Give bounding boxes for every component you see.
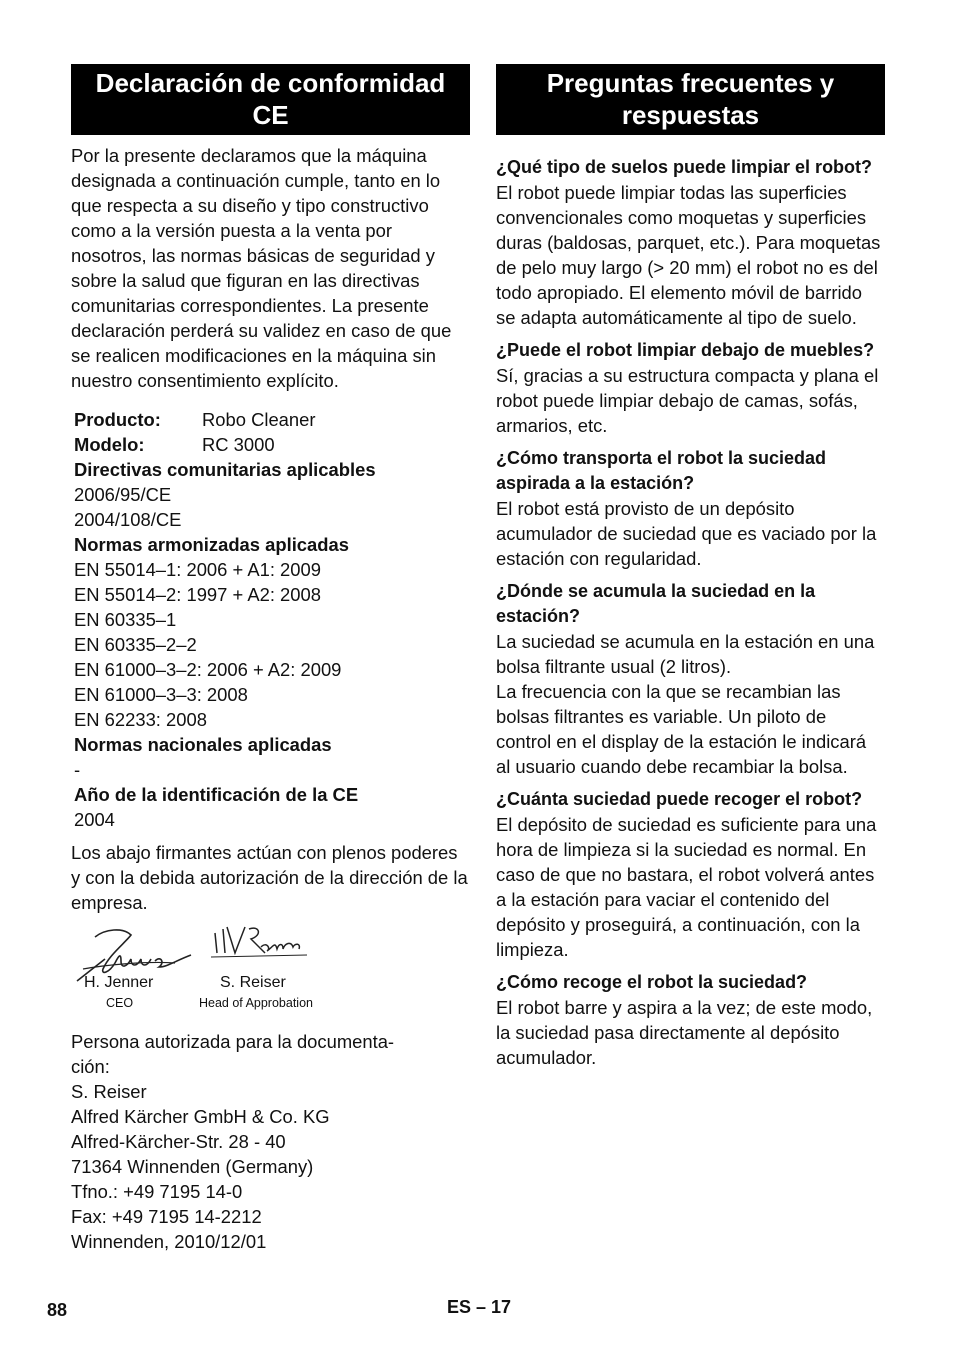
faq-answer: El robot puede limpiar todas las superficies convencionales como moquetas y superficies duras (baldosas, parquet, etc.). Para moquetas de pelo muy largo (> 20 mm) el robot no es del todo apropiado. El elemento móvil de barrido se adapta automáticamente al tipo de suelo. (496, 182, 881, 328)
national-label: Normas nacionales aplicadas (74, 734, 332, 755)
faq-answer: La suciedad se acumula en la estación en una bolsa filtrante usual (2 litros). (496, 631, 875, 677)
contact-line: Alfred Kärcher GmbH & Co. KG (71, 1106, 330, 1127)
faq-item (496, 446, 885, 571)
product-value: Robo Cleaner (202, 409, 316, 430)
signers-statement: Los abajo firmantes actúan con plenos poderes y con la debida autorización de la dirección de la empresa. (71, 842, 468, 913)
faq-answer: El robot está provisto de un depósito acumulador de suciedad que es vaciado por la estación con regularidad. (496, 498, 877, 569)
faq-answer-continued: La frecuencia con la que se recambian las bolsas filtrantes es variable. Un piloto de control en el display de la estación le indicará al usuario cuando debe recambiar la bolsa. (496, 681, 867, 777)
ce-year-label: Año de la identificación de la CE (74, 784, 359, 805)
contact-line: Fax: +49 7195 14-2212 (71, 1206, 262, 1227)
harmonized-label: Normas armonizadas aplicadas (74, 534, 349, 555)
faq-answer: El robot barre y aspira a la vez; de este modo, la suciedad pasa directamente al depósito acumulador. (496, 997, 873, 1068)
ce-year-value: 2004 (74, 809, 115, 830)
declaration-specs (71, 407, 470, 832)
right-column (496, 64, 885, 1070)
national-value: - (74, 759, 81, 780)
faq-item (496, 970, 885, 1070)
harmonized-item: EN 55014–1: 2006 + A1: 2009 (74, 559, 321, 580)
faq-answer: Sí, gracias a su estructura compacta y plana el robot puede limpiar debajo de camas, sofás, armarios, etc. (496, 365, 879, 436)
harmonized-item: EN 60335–1 (74, 609, 177, 630)
signer1-role: CEO (106, 996, 134, 1010)
faq-question: ¿Cuánta suciedad puede recoger el robot? (496, 789, 863, 809)
directive-item: 2006/95/CE (74, 484, 172, 505)
signer2-role: Head of Approbation (199, 996, 313, 1010)
contact-line: 71364 Winnenden (Germany) (71, 1156, 314, 1177)
language-page-label: ES – 17 (447, 1297, 512, 1317)
declaration-intro: Por la presente declaramos que la máquina designada a continuación cumple, tanto en lo que respecta a su diseño y tipo constructivo como a la versión puesta a la venta por nosotros, las normas básicas de seguridad y sobre la salud que figuran en las directivas comunitarias correspondientes. La presente declaración perderá su validez en caso de que se realicen modificaciones en la máquina sin nuestro consentimiento explícito. (71, 145, 452, 391)
harmonized-item: EN 55014–2: 1997 + A2: 2008 (74, 584, 321, 605)
faq-question: ¿Qué tipo de suelos puede limpiar el robot? (496, 157, 873, 177)
section-heading-declaration: Declaración de conformidad CE (71, 64, 470, 135)
faq-question: ¿Cómo transporta el robot la suciedad aspirada a la estación? (496, 448, 827, 493)
faq-answer: El depósito de suciedad es suficiente para una hora de limpieza si la suciedad es normal. En caso de que no bastara, el robot volverá antes a la estación para vaciar el contenido del depósito y proseguirá, a continuación, con la limpieza. (496, 814, 877, 960)
directives-label: Directivas comunitarias aplicables (74, 459, 376, 480)
model-label: Modelo: (74, 434, 145, 455)
faq-question: ¿Cómo recoge el robot la suciedad? (496, 972, 808, 992)
model-value: RC 3000 (202, 434, 275, 455)
faq-list (496, 155, 885, 1070)
faq-item (496, 787, 885, 962)
model-row (74, 432, 470, 457)
product-label: Producto: (74, 409, 161, 430)
harmonized-item: EN 61000–3–3: 2008 (74, 684, 248, 705)
left-column (71, 64, 470, 1254)
product-row (74, 407, 470, 432)
contact-line: Tfno.: +49 7195 14-0 (71, 1181, 243, 1202)
harmonized-item: EN 61000–3–2: 2006 + A2: 2009 (74, 659, 342, 680)
contact-line: Persona autorizada para la documenta- (71, 1031, 395, 1052)
contact-line: S. Reiser (71, 1081, 147, 1102)
faq-question: ¿Puede el robot limpiar debajo de muebles? (496, 340, 875, 360)
contact-line: Winnenden, 2010/12/01 (71, 1231, 267, 1252)
section-heading-faq: Preguntas frecuentes y respuestas (496, 64, 885, 135)
faq-question: ¿Dónde se acumula la suciedad en la estación? (496, 581, 816, 626)
faq-item (496, 338, 885, 438)
contact-block (71, 1029, 470, 1254)
directive-item: 2004/108/CE (74, 509, 182, 530)
harmonized-item: EN 60335–2–2 (74, 634, 197, 655)
signature-reiser-image (211, 923, 311, 963)
contact-line: Alfred-Kärcher-Str. 28 - 40 (71, 1131, 286, 1152)
contact-line: ción: (71, 1056, 110, 1077)
harmonized-item: EN 62233: 2008 (74, 709, 207, 730)
page-number: 88 (47, 1300, 68, 1320)
faq-item (496, 155, 885, 330)
faq-item (496, 579, 885, 779)
signer2-name: S. Reiser (220, 974, 286, 991)
signer1-name: H. Jenner (84, 974, 154, 991)
signatures (71, 919, 470, 1029)
